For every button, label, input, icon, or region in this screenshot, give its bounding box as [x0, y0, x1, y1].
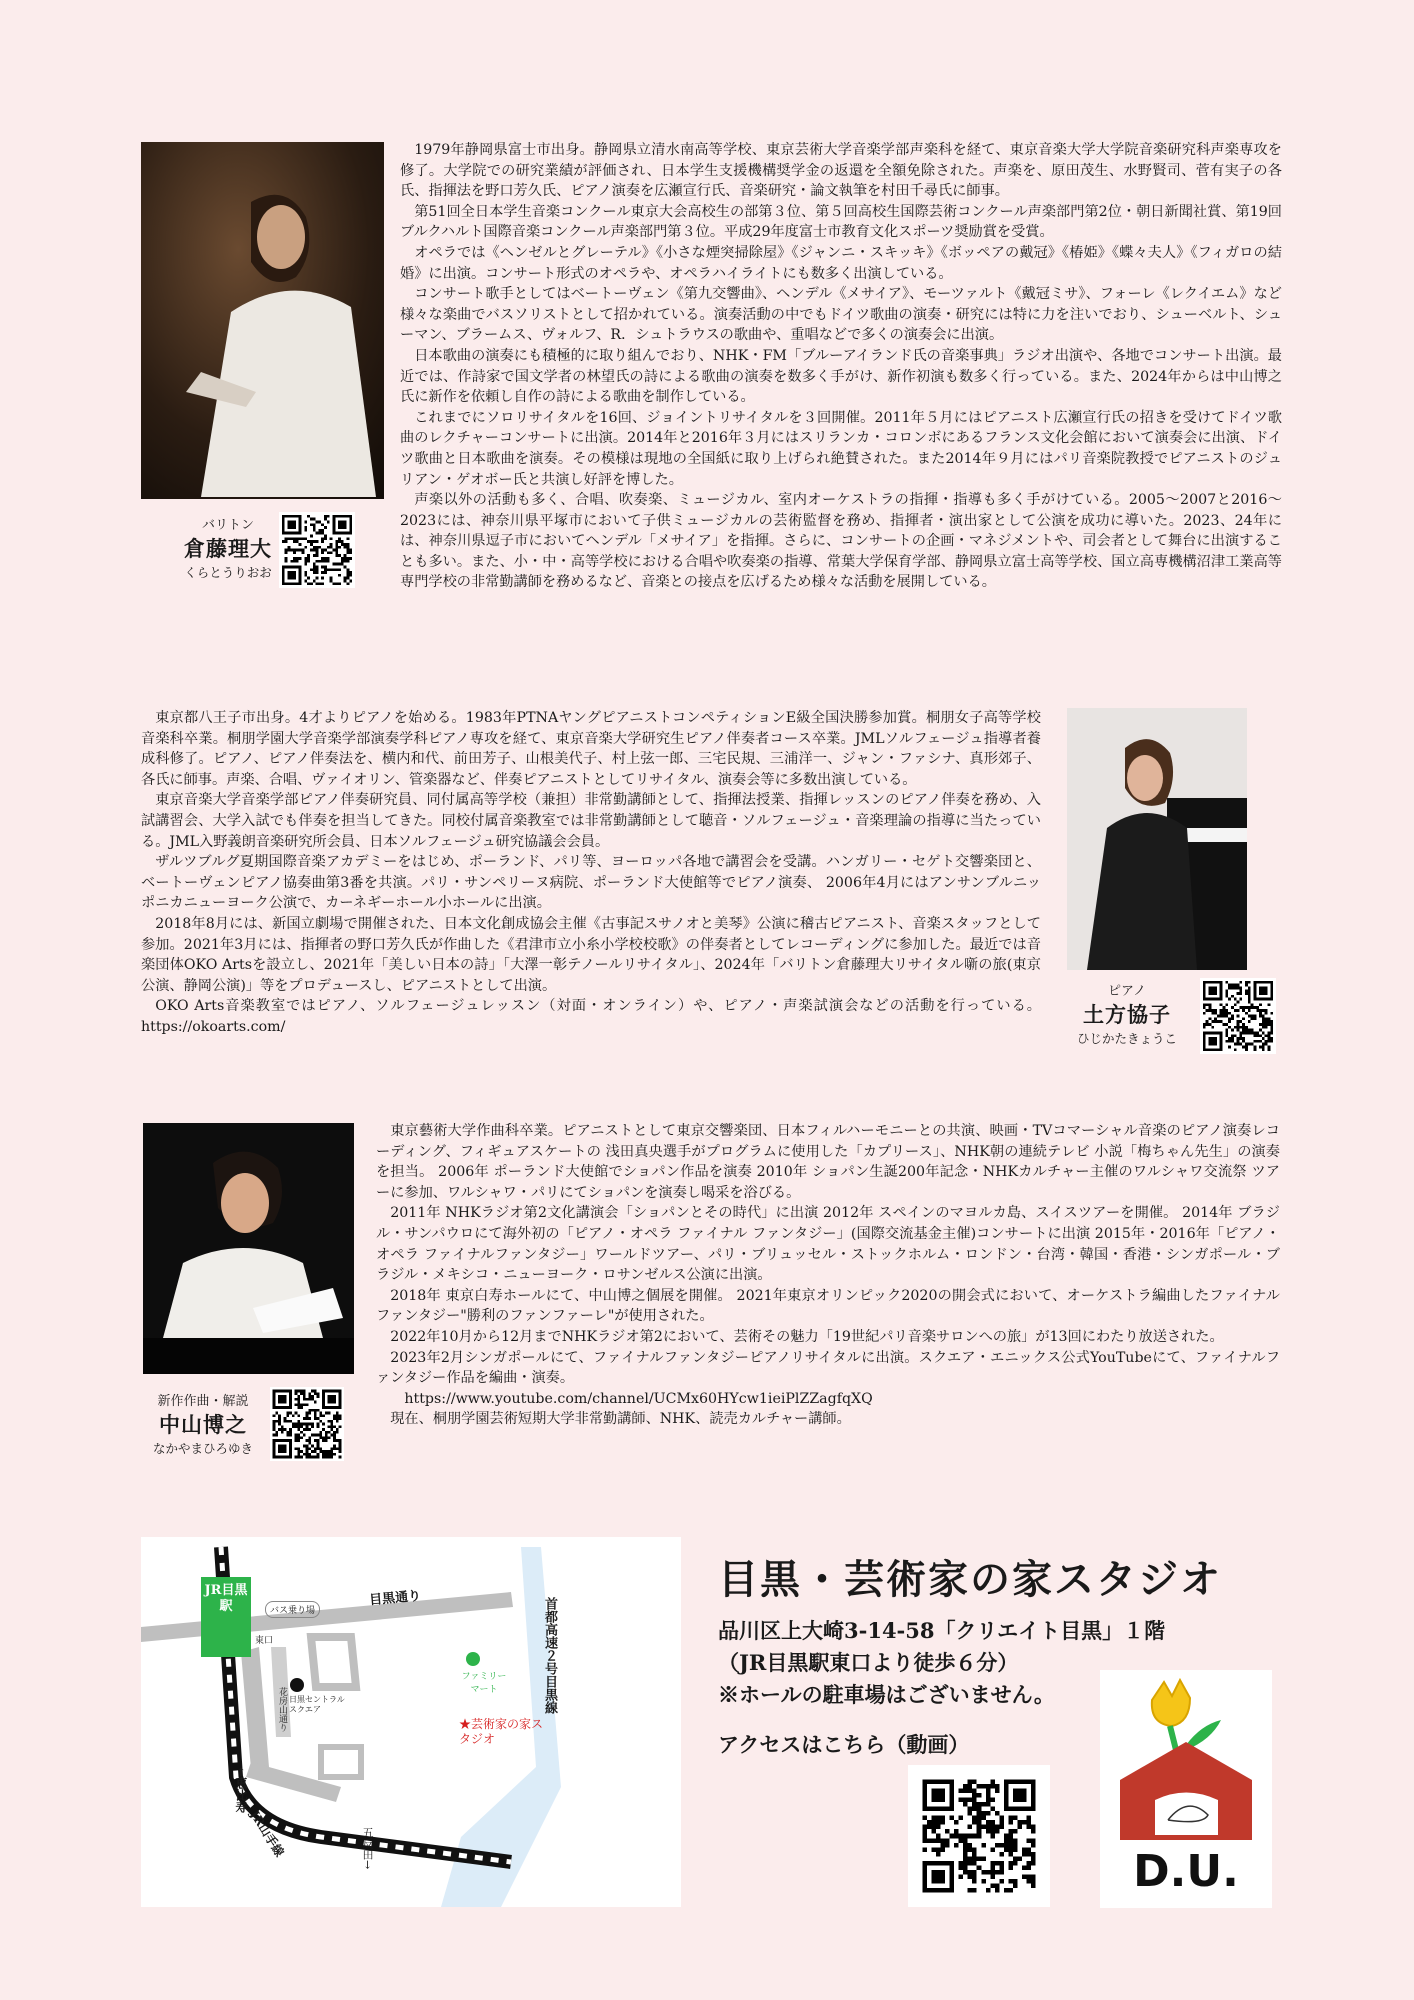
- parking-note: ※ホールの駐車場はございません。: [718, 1682, 1055, 1707]
- nakayama-biography: [376, 1121, 1280, 1430]
- nakayama-qr-code[interactable]: [270, 1387, 344, 1461]
- access-video-label: アクセスはこちら（動画）: [718, 1732, 970, 1757]
- gotanda-label: 五反田→: [361, 1827, 374, 1870]
- bio-paragraph: 2022年10月から12月までNHKラジオ第2において、芸術その魅力「19世紀パリ音楽サロンへの旅」が13回にわたり放送された。: [390, 1328, 1224, 1345]
- hijikata-qr-code[interactable]: [1200, 978, 1276, 1054]
- kurato-photo: [141, 142, 384, 499]
- bio-paragraph: これまでにソロリサイタルを16回、ジョイントリサイタルを３回開催。2011年５月にはピアニスト広瀬宣行氏の招きを受けてドイツ歌曲のレクチャーコンサートに出演。2014年と2016年３月にはスリランカ・コロンボにあるフランス文化会館において演奏会に出演、ドイツ歌曲と日本歌曲を演奏。その模様は現地の全国紙に取り上げられ絶賛された。また2014年９月にはパリ音楽院教授でピアニストのジュリアン・ゲオボー氏と共演し好評を博した。: [400, 409, 1282, 488]
- central-square-label: 日黒セントラルスクエア: [289, 1695, 345, 1714]
- expressway-label: 首都高速２号目黒線: [542, 1597, 557, 1714]
- bio-paragraph: OKO Arts音楽教室ではピアノ、ソルフェージュレッスン（対面・オンライン）や、ピアノ・声楽試演会などの活動を行っている。 https://okoarts.com/: [141, 998, 1041, 1035]
- hanabusayama-label: 花房山通り: [277, 1687, 287, 1732]
- kurato-biography: [400, 140, 1282, 593]
- bio-paragraph: 2011年 NHKラジオ第2文化講演会「ショパンとその時代」に出演 2012年 スペインのマヨルカ島、スイスツアーを開催。 2014年 ブラジル・サンパウロにて海外初の「ピアノ・オペラ ファイナル ファンタジー」(国際交流基金主催)コンサートに出演 2015年・2016年「ピアノ・オペラ ファイナルファンタジー」ワールドツアー、パリ・ブリュッセル・ストックホルム・ロンドン・台湾・韓国・香港・シンガポール・ブラジル・メキシコ・ニューヨーク・ロサンゼルス公演に出演。: [376, 1205, 1280, 1284]
- venue-map-marker: ★芸術家の家スタジオ: [459, 1717, 544, 1746]
- performer-role: ピアノ: [1108, 984, 1146, 999]
- venue-title: 目黒・芸術家の家スタジオ: [718, 1556, 1222, 1603]
- kurato-qr-code[interactable]: [279, 512, 355, 588]
- bio-paragraph: 2018年8月には、新国立劇場で開催された、日本文化創成協会主催《古事記スサノオと美琴》公演に稽古ピアニスト、音楽スタッフとして参加。2021年3月には、指揮者の野口芳久氏が作曲した《君津市立小糸小学校校歌》の伴奏者としてレコーディングに参加した。最近では音楽団体OKO Artsを設立し、2021年「美しい日本の詩」「大澤一彰テノールリサイタル」、2024年「バリトン倉藤理大リサイタル噺の旅(東京公演、静岡公演)」等をプロデュースし、ピアニストとして出演。: [141, 915, 1041, 994]
- bio-paragraph: 声楽以外の活動も多く、合唱、吹奏楽、ミュージカル、室内オーケストラの指揮・指導も多く手がけている。2005〜2007と2016〜2023には、神奈川県平塚市において子供ミュージカルの芸術監督を務め、指揮者・演出家として公演を成功に導いた。2023、24年には、神奈川県逗子市においてヘンデル「メサイア」を指揮。さらに、コンサートの企画・マネジメントや、司会者として舞台に出演することも多い。また、小・中・高等学校における合唱や吹奏楽の指導、常葉大学保育学部、静岡県立富士高等学校、国立高専機構沼津工業高等専門学校の非常勤講師を務めるなど、音楽との接点を広げるため様々な活動を展開している。: [400, 492, 1282, 591]
- performer-role: バリトン: [201, 518, 254, 533]
- family-mart-label: ファミリーマート: [461, 1672, 507, 1695]
- bio-paragraph: 2018年 東京白寿ホールにて、中山博之個展を開催。 2021年東京オリンピック2020の開会式において、オーケストラ編曲したファイナルファンタジー"勝利のファンファーレ"が使用された。: [376, 1287, 1280, 1325]
- ebisu-label: ←恵比寿: [234, 1767, 248, 1814]
- kurato-caption: [166, 514, 290, 581]
- performer-name: 中山博之: [159, 1413, 247, 1437]
- bio-paragraph: 第51回全日本学生音楽コンクール東京大会高校生の部第３位、第５回高校生国際芸術コンクール声楽部門第2位・朝日新聞社賞、第19回ブルクハルト国際音楽コンクール声楽部門第３位。平成29年度富士市教育文化スポーツ奨励賞を受賞。: [400, 203, 1282, 241]
- nakayama-photo: [143, 1123, 354, 1374]
- east-exit-label: 東口: [255, 1636, 274, 1646]
- bus-stop-label: バス乗り場: [265, 1601, 320, 1618]
- hijikata-biography: [141, 708, 1041, 1038]
- jr-station-label: JR目黒駅: [204, 1583, 248, 1614]
- performer-kana: なかやまひろゆき: [152, 1441, 253, 1456]
- access-map: [141, 1537, 681, 1907]
- bio-paragraph: 日本歌曲の演奏にも積極的に取り組んでおり、NHK・FM「ブルーアイランド氏の音楽事典」ラジオ出演や、各地でコンサート出演。最近では、作詩家で国文学者の林望氏の詩による歌曲の演奏を数多く手がけ、新作初演も数多く行っている。また、2024年からは中山博之氏に新作を依頼し自作の詩による歌曲を制作している。: [400, 347, 1282, 406]
- bio-paragraph: 現在、桐朋学園芸術短期大学非常勤講師、NHK、読売カルチャー講師。: [390, 1411, 851, 1428]
- bio-paragraph: 1979年静岡県富士市出身。静岡県立清水南高等学校、東京芸術大学音楽学部声楽科を経て、東京音楽大学大学院音楽研究科声楽専攻を修了。大学院での研究業績が評価され、日本学生支援機構奨学金の返還を全額免除された。声楽を、原田茂生、水野賢司、菅有実子の各氏、指揮法を野口芳久氏、ピアノ演奏を広瀬宣行氏、音楽研究・論文執筆を村田千尋氏に師事。: [400, 142, 1282, 200]
- bio-paragraph: オペラでは《ヘンゼルとグレーテル》《小さな煙突掃除屋》《ジャンニ・スキッキ》《ボッペアの戴冠》《椿姫》《蝶々夫人》《フィガロの結婚》に出演。コンサート形式のオペラや、オペラハイライトにも数多く出演している。: [400, 244, 1282, 282]
- bio-paragraph: ザルツブルグ夏期国際音楽アカデミーをはじめ、ポーランド、パリ等、ヨーロッパ各地で講習会を受講。ハンガリー・セゲト交響楽団と、ベートーヴェンピアノ協奏曲第3番を共演。パリ・サンペリーヌ病院、ポーランド大使館等でピアノ演奏、 2006年4月にはアンサンブルニッポニカニューヨーク公演で、カーネギーホール小ホールに出演。: [141, 854, 1041, 912]
- bio-paragraph: 東京音楽大学音楽学部ピアノ伴奏研究員、同付属高等学校（兼担）非常勤講師として、指揮法授業、指揮レッスンのピアノ伴奏を務め、入試講習会、大学入試でも伴奏を担当してきた。同校付属音楽教室では非常勤講師として聴音・ソルフェージュ・音楽理論の指導に当たっている。JML入野義朗音楽研究所会員、日本ソルフェージュ研究協議会会員。: [141, 792, 1041, 850]
- yamanote-label: JR山手線: [247, 1808, 287, 1860]
- hijikata-caption: [1068, 980, 1186, 1047]
- performer-role: 新作作曲・解説: [157, 1394, 249, 1409]
- bio-paragraph: 2023年2月シンガポールにて、ファイナルファンタジーピアノリサイタルに出演。スクエア・エニックス公式YouTubeにて、ファイナルファンタジー作品を編曲・演奏。: [376, 1349, 1280, 1387]
- access-video-qr-code[interactable]: [908, 1765, 1050, 1907]
- nakayama-caption: [142, 1390, 264, 1457]
- youtube-link[interactable]: https://www.youtube.com/channel/UCMx60HYcw1ieiPlZZagfqXQ: [404, 1390, 873, 1407]
- venue-walk: （JR目黒駅東口より徒歩６分）: [718, 1650, 1019, 1675]
- performer-name: 土方協子: [1083, 1003, 1171, 1027]
- bio-paragraph: コンサート歌手としてはベートーヴェン《第九交響曲》、ヘンデル《メサイア》、モーツァルト《戴冠ミサ》、フォーレ《レクイエム》など様々な楽曲でバスソリストとして招かれている。演奏活動の中でもドイツ歌曲の演奏・研究には特に力を注いでおり、シューベルト、シューマン、ブラームス、ヴォルフ、R．シュトラウスの歌曲や、重唱などで多くの演奏会に出演。: [400, 286, 1282, 344]
- hijikata-photo: [1067, 708, 1247, 970]
- du-logo: [1100, 1670, 1272, 1908]
- meguro-dori-label: 目黒通り: [368, 1588, 422, 1609]
- logo-text: D.U.: [1133, 1846, 1239, 1897]
- performer-kana: ひじかたきょうこ: [1076, 1031, 1177, 1046]
- performer-name: 倉藤理大: [184, 537, 272, 561]
- performer-kana: くらとうりおお: [184, 565, 272, 580]
- bio-paragraph: 東京藝術大学作曲科卒業。ピアニストとして東京交響楽団、日本フィルハーモニーとの共演、映画・TVコマーシャル音楽のピアノ演奏レコーディング、フィギュアスケートの 浅田真央選手がプログラムに使用した「カプリース」、NHK朝の連続テレビ 小説「梅ちゃん先生」の演奏を担当。 2006年 ポーランド大使館でショパン作品を演奏 2010年 ショパン生誕200年記念・NHKカルチャー主催のワルシャワ交流祭 ツアーに参加、ワルシャワ・パリにてショパンを演奏し喝采を浴びる。: [376, 1123, 1280, 1201]
- bio-paragraph: 東京都八王子市出身。4才よりピアノを始める。1983年PTNAヤングピアニストコンペティションE級全国決勝参加賞。桐朋女子高等学校音楽科卒業。桐朋学園大学音楽学部演奏学科ピアノ専攻を経て、東京音楽大学研究生ピアノ伴奏者コース卒業。JMLソルフェージュ指導者養成科修了。ピアノ、ピアノ伴奏法を、横内和代、前田芳子、山根美代子、村上弦一郎、三宅民規、三浦洋一、ジャン・ファシナ、真形郊子、各氏に師事。声楽、合唱、ヴァイオリン、管楽器など、伴奏ピアニストとしてリサイタル、演奏会等に多数出演している。: [141, 710, 1041, 788]
- venue-address: 品川区上大崎3-14-58「クリエイト目黒」１階: [718, 1618, 1166, 1643]
